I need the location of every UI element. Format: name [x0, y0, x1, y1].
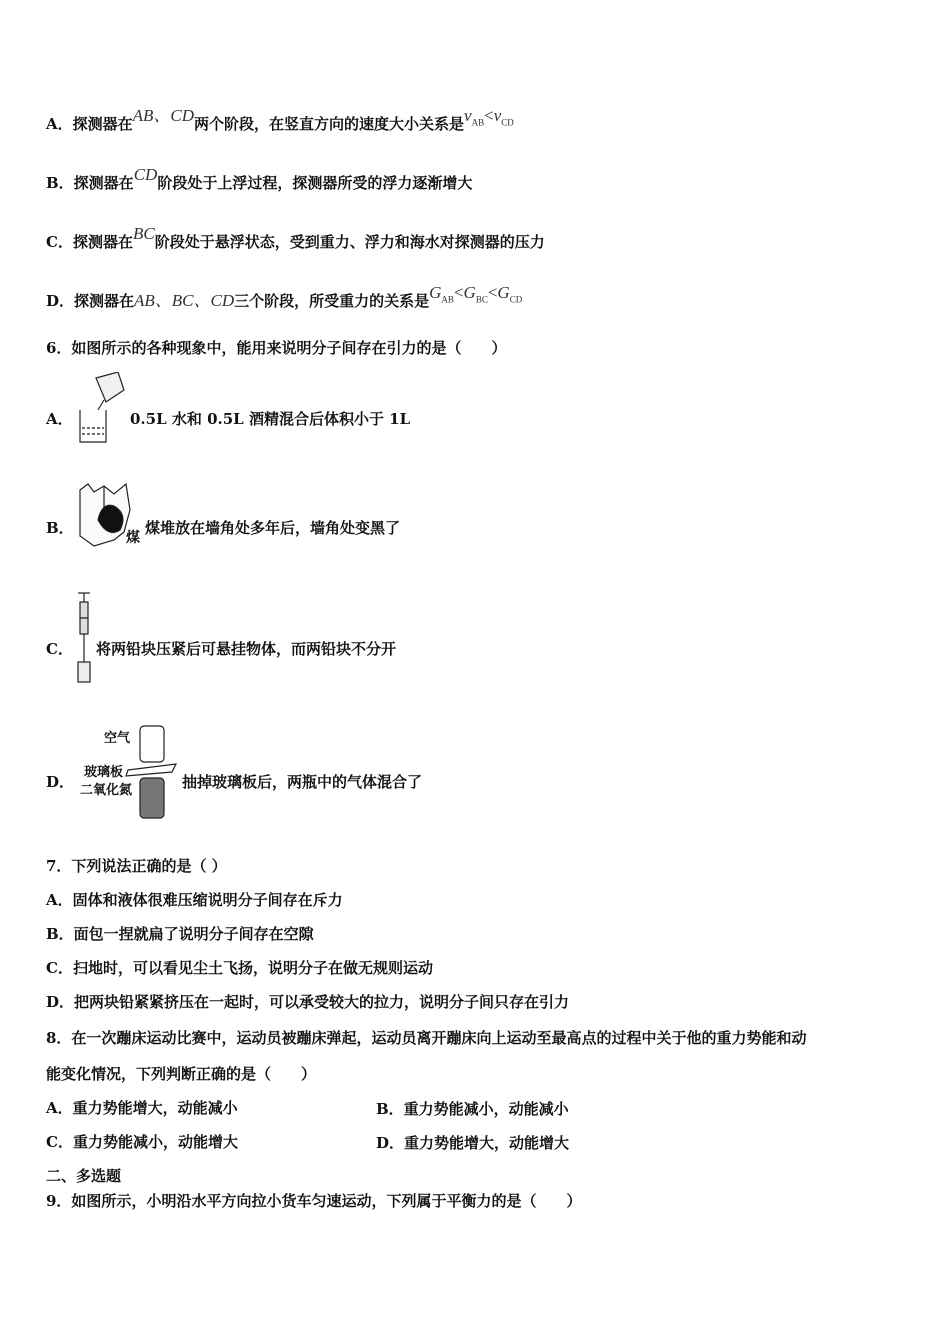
q6-stem: 6．如图所示的各种现象中，能用来说明分子间存在引力的是（ ） [46, 339, 507, 357]
q7-option-d: D．把两块铅紧紧挤压在一起时，可以承受较大的拉力，说明分子间只存在引力 [46, 993, 570, 1011]
lead-blocks-figure [74, 590, 94, 686]
q7-option-c: C．扫地时，可以看见尘土飞扬，说明分子在做无规则运动 [46, 959, 433, 977]
q8-option-a: A．重力势能增大，动能减小 [46, 1099, 238, 1117]
q9-stem: 9．如图所示，小明沿水平方向拉小货车匀速运动，下列属于平衡力的是（ ） [46, 1192, 582, 1210]
math-g-ab: $G_{AB}$ [429, 283, 454, 305]
math-bc: BC [132, 224, 155, 243]
q8-option-b: B．重力势能减小，动能减小 [376, 1100, 569, 1118]
math-ab-bc-cd: AB、BC、CD [134, 291, 235, 310]
q7-stem: 7．下列说法正确的是（ ） [46, 857, 227, 875]
q6-label-a: A． [46, 410, 73, 428]
q7-option-a: A．固体和液体很难压缩说明分子间存在斥力 [46, 891, 343, 909]
q8-option-c: C．重力势能减小，动能增大 [46, 1133, 238, 1151]
air-label: 空气 [104, 731, 131, 746]
q6-label-c: C． [46, 640, 73, 658]
q5-option-b: B．探测器在CD阶段处于上浮过程，探测器所受的浮力逐渐增大 [46, 165, 473, 192]
math-v-cd: $v_{CD}$ [493, 106, 514, 128]
q6-option-b-text: 煤堆放在墙角处多年后，墙角处变黑了 [145, 519, 401, 537]
math-v-ab: $v_{AB}$ [464, 106, 485, 128]
q6-label-b: B． [46, 519, 74, 537]
no2-label: 二氧化氮 [80, 783, 133, 798]
q8-stem-line1: 8．在一次蹦床运动比赛中，运动员被蹦床弹起，运动员离开蹦床向上运动至最高点的过程中关于他的重力势能和动 [46, 1029, 807, 1047]
q5-option-d: D．探测器在AB、BC、CD三个阶段，所受重力的关系是$G_{AB}<G_{BC}<G_{CD}$ [46, 283, 523, 310]
q8-stem-line2: 能变化情况，下列判断正确的是（ ） [46, 1065, 317, 1083]
q5-option-a: A．探测器在AB、CD两个阶段，在竖直方向的速度大小关系是$v_{AB}<v_{CD}$ [46, 106, 514, 133]
q6-label-d: D． [46, 773, 75, 791]
beaker-mixing-figure [74, 372, 130, 444]
q8-option-d: D．重力势能增大，动能增大 [376, 1134, 570, 1152]
glass-plate-label: 玻璃板 [84, 765, 124, 780]
math-cd: CD [133, 165, 158, 184]
math-ab-cd: AB、CD [132, 106, 195, 125]
math-g-cd: $G_{CD}$ [497, 283, 523, 305]
q5-option-c: C．探测器在BC阶段处于悬浮状态，受到重力、浮力和海水对探测器的压力 [46, 224, 545, 251]
math-g-bc: $G_{BC}$ [463, 283, 488, 305]
gas-bottles-figure [124, 722, 180, 822]
q6-option-c-text: 将两铅块压紧后可悬挂物体，而两铅块不分开 [96, 640, 397, 658]
section-title-multiple-choice: 二、多选题 [46, 1167, 122, 1185]
coal-figure-label: 煤 [126, 530, 140, 546]
q6-option-a-text: 0.5L 水和 0.5L 酒精混合后体积小于 1L [130, 410, 411, 428]
q6-option-d-text: 抽掉玻璃板后，两瓶中的气体混合了 [182, 773, 423, 791]
q7-option-b: B．面包一捏就扁了说明分子间存在空隙 [46, 925, 314, 943]
